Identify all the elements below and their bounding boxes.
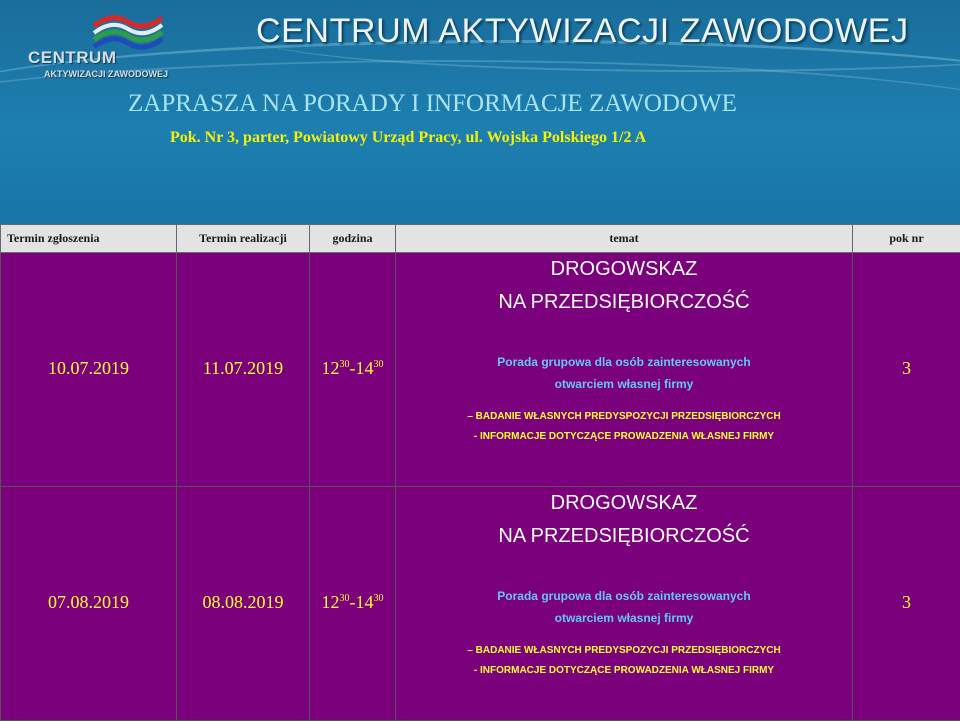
hour-end: 14 bbox=[356, 358, 374, 378]
topic-description-line: Porada grupowa dla osób zainteresowanych bbox=[396, 585, 852, 607]
column-header: Termin zgłoszenia bbox=[1, 225, 177, 253]
realization-date-cell bbox=[177, 487, 310, 721]
topic-description-line: otwarciem własnej firmy bbox=[396, 373, 852, 395]
address-line: Pok. Nr 3, parter, Powiatowy Urząd Pracy, ul. Wojska Polskiego 1/2 A bbox=[170, 129, 646, 147]
column-header: godzina bbox=[310, 225, 396, 253]
logo bbox=[24, 6, 194, 82]
hour-start-minutes: 30 bbox=[340, 593, 350, 604]
hour-range bbox=[310, 253, 395, 379]
topic-bullet: – BADANIE WŁASNYCH PREDYSPOZYCJI PRZEDSIĘBIORCZYCH bbox=[396, 407, 852, 427]
logo-name: CENTRUM bbox=[28, 48, 117, 68]
registration-date-cell bbox=[1, 487, 177, 721]
column-header: Termin realizacji bbox=[177, 225, 310, 253]
table-header-row bbox=[1, 225, 960, 253]
registration-date: 07.08.2019 bbox=[1, 487, 176, 613]
hour-end-minutes: 30 bbox=[374, 359, 384, 370]
hour-separator: - bbox=[350, 358, 356, 378]
registration-date-cell bbox=[1, 253, 177, 487]
page-header bbox=[0, 0, 960, 224]
table-row bbox=[1, 487, 960, 721]
hour-start: 12 bbox=[322, 592, 340, 612]
hour-start-minutes: 30 bbox=[340, 359, 350, 370]
topic-title-line: DROGOWSKAZ bbox=[396, 487, 852, 520]
topic-description-line: otwarciem własnej firmy bbox=[396, 607, 852, 629]
room-number: 3 bbox=[853, 253, 960, 379]
room-number: 3 bbox=[853, 487, 960, 613]
topic-bullet: - INFORMACJE DOTYCZĄCE PROWADZENIA WŁASNEJ FIRMY bbox=[396, 661, 852, 681]
topic-title-line: NA PRZEDSIĘBIORCZOŚĆ bbox=[396, 286, 852, 319]
topic-description-line: Porada grupowa dla osób zainteresowanych bbox=[396, 351, 852, 373]
table-row bbox=[1, 253, 960, 487]
column-header: temat bbox=[396, 225, 853, 253]
page-subtitle: ZAPRASZA NA PORADY I INFORMACJE ZAWODOWE bbox=[128, 90, 737, 118]
flag-waves-icon bbox=[24, 6, 194, 52]
hour-end: 14 bbox=[356, 592, 374, 612]
realization-date-cell bbox=[177, 253, 310, 487]
hour-end-minutes: 30 bbox=[374, 593, 384, 604]
hour-range bbox=[310, 487, 395, 613]
topic-bullets bbox=[396, 407, 852, 447]
topic-cell bbox=[396, 487, 853, 721]
schedule-table bbox=[0, 224, 960, 721]
registration-date: 10.07.2019 bbox=[1, 253, 176, 379]
logo-subtitle: AKTYWIZACJI ZAWODOWEJ bbox=[44, 69, 168, 79]
hour-cell bbox=[310, 487, 396, 721]
topic-bullet: - INFORMACJE DOTYCZĄCE PROWADZENIA WŁASNEJ FIRMY bbox=[396, 427, 852, 447]
room-cell bbox=[853, 253, 960, 487]
topic-cell bbox=[396, 253, 853, 487]
realization-date: 08.08.2019 bbox=[177, 487, 309, 613]
realization-date: 11.07.2019 bbox=[177, 253, 309, 379]
room-cell bbox=[853, 487, 960, 721]
hour-separator: - bbox=[350, 592, 356, 612]
topic-title-line: NA PRZEDSIĘBIORCZOŚĆ bbox=[396, 520, 852, 553]
topic-bullets bbox=[396, 641, 852, 681]
topic-description bbox=[396, 585, 852, 629]
hour-start: 12 bbox=[322, 358, 340, 378]
hour-cell bbox=[310, 253, 396, 487]
topic-description bbox=[396, 351, 852, 395]
column-header: pok nr bbox=[853, 225, 960, 253]
topic-bullet: – BADANIE WŁASNYCH PREDYSPOZYCJI PRZEDSIĘBIORCZYCH bbox=[396, 641, 852, 661]
topic-title-line: DROGOWSKAZ bbox=[396, 253, 852, 286]
page-title: CENTRUM AKTYWIZACJI ZAWODOWEJ bbox=[256, 12, 909, 51]
